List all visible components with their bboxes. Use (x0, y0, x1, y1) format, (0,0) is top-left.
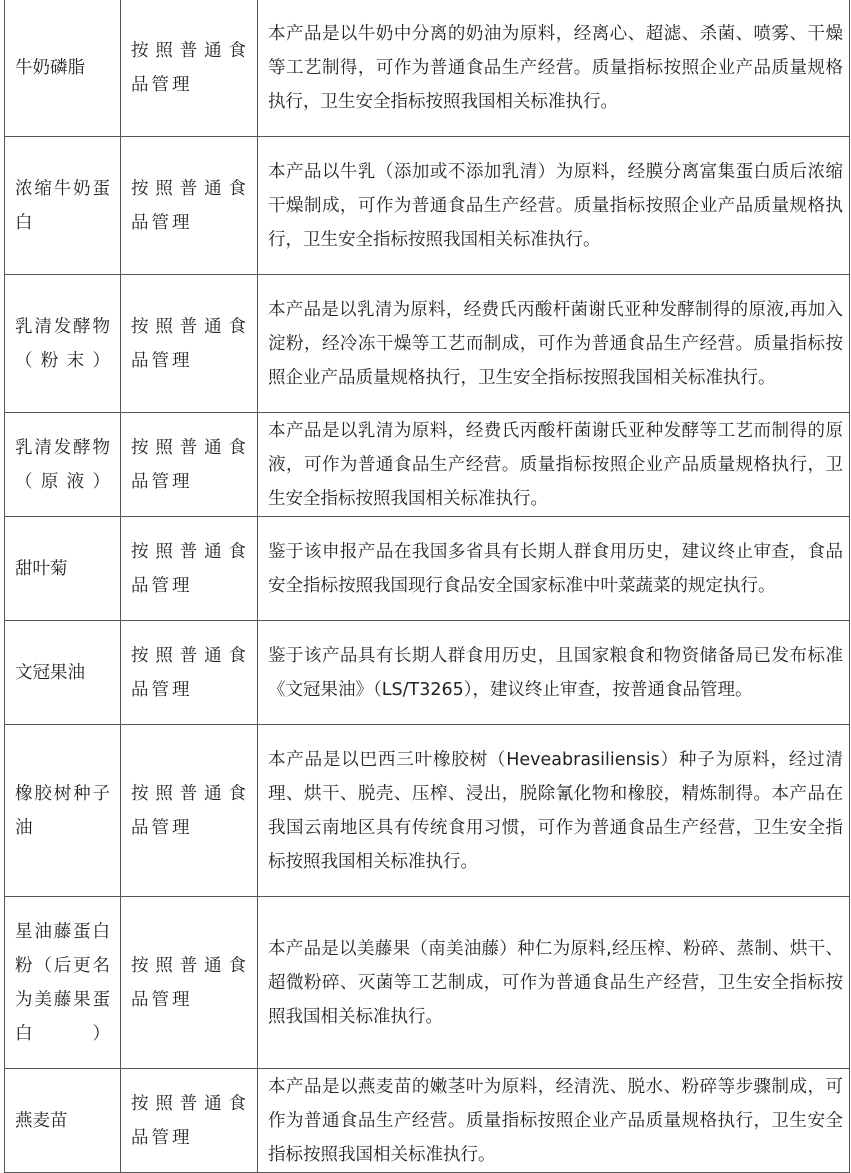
description-cell (258, 1069, 850, 1173)
product-name: 文冠果油 (15, 662, 85, 683)
table-row (5, 413, 850, 517)
management-text: 按照普通食品管理 (131, 178, 249, 233)
management-cell (121, 275, 258, 413)
description-cell (258, 725, 850, 897)
description-text: 本产品是以牛奶中分离的奶油为原料，经离心、超滤、杀菌、喷雾、干燥等工艺制得，可作为普通食品生产经营。质量指标按照企业产品质量规格执行，卫生安全指标按照我国相关标准执行。 (268, 23, 843, 112)
description-text: 本产品是以乳清为原料，经费氏丙酸杆菌谢氏亚种发酵制得的原液,再加入淀粉，经冷冻干燥等工艺而制成，可作为普通食品生产经营。质量指标按照企业产品质量规格执行，卫生安全指标按照我国相关标准执行。 (268, 299, 843, 388)
management-text: 按照普通食品管理 (131, 437, 249, 492)
table-row (5, 621, 850, 725)
description-text: 本产品是以乳清为原料，经费氏丙酸杆菌谢氏亚种发酵等工艺而制得的原液，可作为普通食品生产经营。质量指标按照企业产品质量规格执行，卫生安全指标按照我国相关标准执行。 (268, 420, 843, 509)
description-text: 本产品是以燕麦苗的嫩茎叶为原料，经清洗、脱水、粉碎等步骤制成，可作为普通食品生产经营。质量指标按照企业产品质量规格执行，卫生安全指标按照我国相关标准执行。 (268, 1076, 843, 1165)
management-text: 按照普通食品管理 (131, 783, 249, 838)
management-text: 按照普通食品管理 (131, 40, 249, 95)
product-name-cell (5, 517, 121, 621)
description-text: 鉴于该产品具有长期人群食用历史，且国家粮食和物资储备局已发布标准《文冠果油》（LS/T3265），建议终止审查，按普通食品管理。 (268, 645, 843, 700)
product-name: 乳清发酵物（原液） (15, 437, 110, 492)
product-name: 浓缩牛奶蛋白 (15, 178, 110, 233)
description-cell (258, 897, 850, 1069)
description-cell (258, 137, 850, 275)
description-cell (258, 517, 850, 621)
management-cell (121, 1069, 258, 1173)
table-row (5, 1069, 850, 1173)
product-name-cell (5, 725, 121, 897)
management-text: 按照普通食品管理 (131, 316, 249, 371)
product-name: 牛奶磷脂 (15, 57, 85, 78)
description-cell (258, 413, 850, 517)
food-catalog-table (4, 0, 850, 1173)
description-text: 本产品以牛乳（添加或不添加乳清）为原料，经膜分离富集蛋白质后浓缩干燥制成，可作为普通食品生产经营。质量指标按照企业产品质量规格执行，卫生安全指标按照我国相关标准执行。 (268, 161, 843, 250)
description-cell (258, 621, 850, 725)
description-text: 鉴于该申报产品在我国多省具有长期人群食用历史，建议终止审查，食品安全指标按照我国现行食品安全国家标准中叶菜蔬菜的规定执行。 (268, 541, 843, 596)
product-name-cell (5, 897, 121, 1069)
product-name: 燕麦苗 (15, 1110, 68, 1131)
management-text: 按照普通食品管理 (131, 955, 249, 1010)
management-cell (121, 621, 258, 725)
product-name-cell (5, 137, 121, 275)
table-row (5, 517, 850, 621)
product-name: 星油藤蛋白粉（后更名为美藤果蛋白） (15, 921, 110, 1044)
management-cell (121, 0, 258, 137)
product-name-cell (5, 275, 121, 413)
description-cell (258, 275, 850, 413)
management-cell (121, 897, 258, 1069)
table-row (5, 275, 850, 413)
product-name: 乳清发酵物（粉末） (15, 316, 110, 371)
management-text: 按照普通食品管理 (131, 1093, 249, 1148)
product-name-cell (5, 1069, 121, 1173)
management-cell (121, 413, 258, 517)
product-name: 橡胶树种子油 (15, 783, 110, 838)
product-name-cell (5, 621, 121, 725)
management-cell (121, 517, 258, 621)
table-row (5, 725, 850, 897)
description-text: 本产品是以巴西三叶橡胶树（Heveabrasiliensis）种子为原料，经过清理、烘干、脱壳、压榨、浸出，脱除氰化物和橡胶，精炼制得。本产品在我国云南地区具有传统食用习惯，可作为普通食品生产经营，卫生安全指标按照我国相关标准执行。 (268, 749, 843, 872)
product-name-cell (5, 0, 121, 137)
description-text: 本产品是以美藤果（南美油藤）种仁为原料,经压榨、粉碎、蒸制、烘干、超微粉碎、灭菌等工艺制成，可作为普通食品生产经营，卫生安全指标按照我国相关标准执行。 (268, 938, 843, 1027)
management-text: 按照普通食品管理 (131, 541, 249, 596)
management-cell (121, 137, 258, 275)
product-name: 甜叶菊 (15, 558, 68, 579)
table-row (5, 897, 850, 1069)
description-cell (258, 0, 850, 137)
table-row (5, 0, 850, 137)
management-cell (121, 725, 258, 897)
table-row (5, 137, 850, 275)
product-name-cell (5, 413, 121, 517)
management-text: 按照普通食品管理 (131, 645, 249, 700)
